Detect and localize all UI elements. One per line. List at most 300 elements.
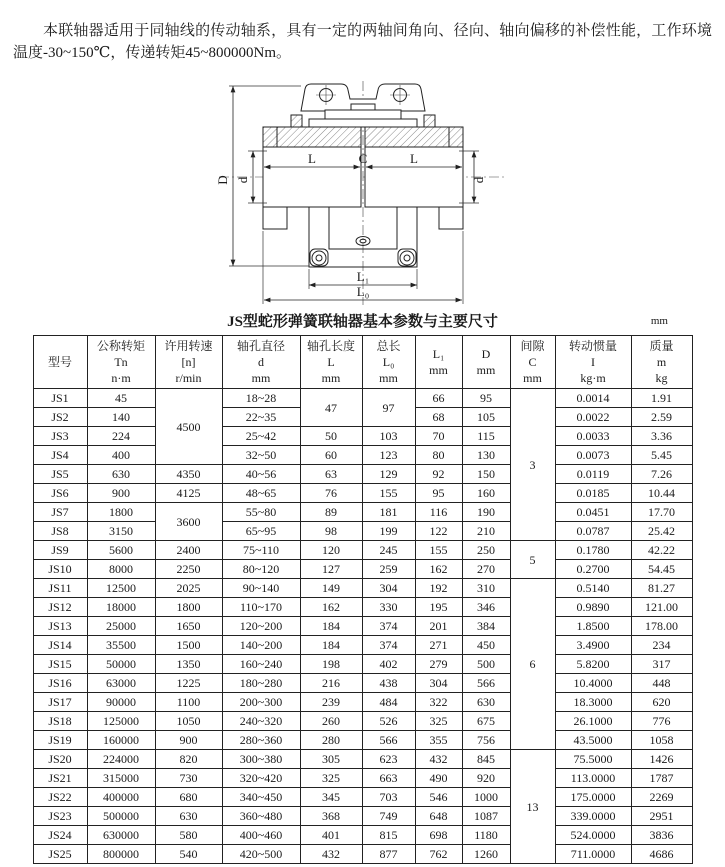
dimension-label-d-left: d	[234, 176, 250, 184]
table-cell: 76	[300, 484, 362, 503]
table-cell: 368	[300, 807, 362, 826]
table-cell: 1350	[155, 655, 222, 674]
table-cell: 175.0000	[555, 788, 631, 807]
table-cell: 66	[415, 389, 462, 408]
table-row	[33, 845, 692, 864]
table-cell: 355	[415, 731, 462, 750]
coupling-diagram	[213, 79, 513, 307]
spec-table-head	[33, 336, 692, 389]
table-cell: 402	[362, 655, 415, 674]
table-cell: JS12	[33, 598, 87, 617]
table-cell: 13	[510, 750, 555, 864]
table-cell: 105	[462, 408, 510, 427]
table-cell: 18000	[87, 598, 155, 617]
table-cell: 162	[415, 560, 462, 579]
table-cell: 566	[362, 731, 415, 750]
table-cell: 48~65	[222, 484, 300, 503]
table-cell: 198	[300, 655, 362, 674]
table-cell: 26.1000	[555, 712, 631, 731]
table-row	[33, 769, 692, 788]
table-cell: 103	[362, 427, 415, 446]
table-cell: 17.70	[631, 503, 692, 522]
table-cell: 339.0000	[555, 807, 631, 826]
table-cell: 4125	[155, 484, 222, 503]
table-cell: 304	[362, 579, 415, 598]
table-cell: 155	[362, 484, 415, 503]
spec-table	[33, 335, 693, 864]
table-cell: 500000	[87, 807, 155, 826]
table-cell: 845	[462, 750, 510, 769]
table-cell: JS8	[33, 522, 87, 541]
table-cell: 224	[87, 427, 155, 446]
table-cell: 762	[415, 845, 462, 864]
bolt-nut	[424, 115, 435, 127]
table-cell: 150	[462, 465, 510, 484]
header-cell: 型号	[33, 336, 87, 389]
table-row	[33, 446, 692, 465]
table-cell: 0.0033	[555, 427, 631, 446]
table-cell: 3150	[87, 522, 155, 541]
table-cell: 304	[415, 674, 462, 693]
table-cell: 0.0787	[555, 522, 631, 541]
header-cell: 许用转速 [n] r/min	[155, 336, 222, 389]
dimension-label-L-left: L	[307, 151, 316, 166]
bolt-nut	[291, 115, 302, 127]
table-cell: 800000	[87, 845, 155, 864]
table-cell: 345	[300, 788, 362, 807]
table-cell: 160~240	[222, 655, 300, 674]
table-cell: 374	[362, 617, 415, 636]
table-cell: 80	[415, 446, 462, 465]
table-cell: 181	[362, 503, 415, 522]
table-cell: JS7	[33, 503, 87, 522]
table-cell: 566	[462, 674, 510, 693]
table-cell: 40~56	[222, 465, 300, 484]
table-row	[33, 389, 692, 408]
table-cell: 1000	[462, 788, 510, 807]
table-cell: JS3	[33, 427, 87, 446]
table-cell: JS25	[33, 845, 87, 864]
table-cell: 401	[300, 826, 362, 845]
table-cell: 776	[631, 712, 692, 731]
table-cell: 279	[415, 655, 462, 674]
table-cell: 2269	[631, 788, 692, 807]
table-cell: 500	[462, 655, 510, 674]
table-cell: 2400	[155, 541, 222, 560]
table-cell: 70	[415, 427, 462, 446]
table-cell: 125000	[87, 712, 155, 731]
dimension-label-L0: L₀	[356, 284, 369, 299]
table-row	[33, 826, 692, 845]
header-row	[33, 336, 692, 389]
dimension-label-L-right: L	[409, 151, 418, 166]
table-cell: 6	[510, 579, 555, 750]
table-cell: 50	[300, 427, 362, 446]
table-cell: 730	[155, 769, 222, 788]
table-cell: 234	[631, 636, 692, 655]
table-cell: 663	[362, 769, 415, 788]
table-cell: 648	[415, 807, 462, 826]
table-row	[33, 655, 692, 674]
table-cell: 320~420	[222, 769, 300, 788]
table-row	[33, 579, 692, 598]
table-cell: 180~280	[222, 674, 300, 693]
table-cell: 630	[87, 465, 155, 484]
table-cell: 280~360	[222, 731, 300, 750]
table-cell: 0.5140	[555, 579, 631, 598]
table-cell: 178.00	[631, 617, 692, 636]
table-cell: 1050	[155, 712, 222, 731]
table-cell: JS24	[33, 826, 87, 845]
table-cell: 95	[462, 389, 510, 408]
table-cell: 1100	[155, 693, 222, 712]
table-row	[33, 503, 692, 522]
table-cell: 3.4900	[555, 636, 631, 655]
table-cell: 1650	[155, 617, 222, 636]
table-cell: JS1	[33, 389, 87, 408]
table-cell: 250	[462, 541, 510, 560]
table-cell: 3836	[631, 826, 692, 845]
table-row	[33, 636, 692, 655]
table-cell: 162	[300, 598, 362, 617]
table-cell: 122	[415, 522, 462, 541]
table-cell: 2025	[155, 579, 222, 598]
table-cell: 484	[362, 693, 415, 712]
table-cell: 1087	[462, 807, 510, 826]
table-cell: JS6	[33, 484, 87, 503]
table-cell: 1058	[631, 731, 692, 750]
table-cell: 546	[415, 788, 462, 807]
table-title: JS型蛇形弹簧联轴器基本参数与主要尺寸	[227, 314, 498, 330]
table-cell: 68	[415, 408, 462, 427]
table-cell: 3	[510, 389, 555, 541]
table-cell: 245	[362, 541, 415, 560]
table-cell: 95	[415, 484, 462, 503]
table-cell: 315000	[87, 769, 155, 788]
flange-section	[263, 127, 361, 147]
table-cell: 346	[462, 598, 510, 617]
table-cell: 420~500	[222, 845, 300, 864]
table-cell: 195	[415, 598, 462, 617]
table-cell: 900	[87, 484, 155, 503]
table-cell: 120	[300, 541, 362, 560]
table-cell: 325	[415, 712, 462, 731]
table-cell: 98	[300, 522, 362, 541]
table-cell: 920	[462, 769, 510, 788]
table-cell: 580	[155, 826, 222, 845]
table-cell: 1787	[631, 769, 692, 788]
table-cell: 4350	[155, 465, 222, 484]
table-cell: 184	[300, 617, 362, 636]
table-cell: JS19	[33, 731, 87, 750]
table-cell: 0.0119	[555, 465, 631, 484]
table-cell: 63000	[87, 674, 155, 693]
table-row	[33, 712, 692, 731]
table-cell: 127	[300, 560, 362, 579]
table-cell: JS2	[33, 408, 87, 427]
table-cell: 400000	[87, 788, 155, 807]
cover-step	[325, 110, 401, 119]
table-cell: 2.59	[631, 408, 692, 427]
table-cell: 711.0000	[555, 845, 631, 864]
table-cell: 0.1780	[555, 541, 631, 560]
table-cell: 3600	[155, 503, 222, 541]
table-cell: 8000	[87, 560, 155, 579]
table-cell: 216	[300, 674, 362, 693]
table-cell: 123	[362, 446, 415, 465]
table-cell: 35500	[87, 636, 155, 655]
header-cell: 轴孔长度 L mm	[300, 336, 362, 389]
table-cell: 680	[155, 788, 222, 807]
cover-step	[351, 104, 375, 110]
table-cell: 698	[415, 826, 462, 845]
table-cell: 97	[362, 389, 415, 427]
table-cell: 63	[300, 465, 362, 484]
table-cell: 524.0000	[555, 826, 631, 845]
table-cell: 490	[415, 769, 462, 788]
table-cell: 2951	[631, 807, 692, 826]
table-cell: 5.8200	[555, 655, 631, 674]
table-cell: 89	[300, 503, 362, 522]
table-cell: 749	[362, 807, 415, 826]
table-cell: JS14	[33, 636, 87, 655]
table-cell: JS22	[33, 788, 87, 807]
table-cell: 199	[362, 522, 415, 541]
bolt-pad	[310, 249, 328, 266]
table-row	[33, 465, 692, 484]
table-cell: JS4	[33, 446, 87, 465]
table-cell: 400	[87, 446, 155, 465]
table-cell: JS10	[33, 560, 87, 579]
table-cell: JS15	[33, 655, 87, 674]
table-cell: 200~300	[222, 693, 300, 712]
table-cell: 160	[462, 484, 510, 503]
table-cell: 18.3000	[555, 693, 631, 712]
table-cell: 280	[300, 731, 362, 750]
document-page	[0, 15, 725, 867]
table-cell: 90~140	[222, 579, 300, 598]
table-cell: 322	[415, 693, 462, 712]
table-cell: JS11	[33, 579, 87, 598]
table-cell: 130	[462, 446, 510, 465]
table-cell: 450	[462, 636, 510, 655]
table-cell: 22~35	[222, 408, 300, 427]
table-cell: 0.0185	[555, 484, 631, 503]
flange-section	[365, 127, 463, 147]
table-cell: JS5	[33, 465, 87, 484]
table-cell: 55~80	[222, 503, 300, 522]
table-cell: 703	[362, 788, 415, 807]
dimension-label-C: C	[358, 151, 367, 166]
table-cell: 81.27	[631, 579, 692, 598]
table-cell: 140~200	[222, 636, 300, 655]
table-cell: 25~42	[222, 427, 300, 446]
table-cell: 10.44	[631, 484, 692, 503]
table-cell: 65~95	[222, 522, 300, 541]
table-cell: 630000	[87, 826, 155, 845]
table-cell: 92	[415, 465, 462, 484]
table-cell: 1260	[462, 845, 510, 864]
table-cell: 1800	[155, 598, 222, 617]
coupling-drawing	[213, 79, 513, 307]
table-cell: 1180	[462, 826, 510, 845]
header-cell: 轴孔直径 d mm	[222, 336, 300, 389]
header-cell: 公称转矩 Tn n·m	[87, 336, 155, 389]
header-cell: 总长 L₀ mm	[362, 336, 415, 389]
table-cell: 75.5000	[555, 750, 631, 769]
table-cell: 526	[362, 712, 415, 731]
table-cell: 32~50	[222, 446, 300, 465]
table-cell: 115	[462, 427, 510, 446]
table-cell: 4686	[631, 845, 692, 864]
table-cell: JS18	[33, 712, 87, 731]
table-cell: 12500	[87, 579, 155, 598]
table-cell: 260	[300, 712, 362, 731]
table-cell: 25000	[87, 617, 155, 636]
table-cell: 25.42	[631, 522, 692, 541]
table-cell: 0.0451	[555, 503, 631, 522]
table-cell: 5.45	[631, 446, 692, 465]
table-cell: 340~450	[222, 788, 300, 807]
table-cell: 360~480	[222, 807, 300, 826]
table-cell: 121.00	[631, 598, 692, 617]
table-cell: 1500	[155, 636, 222, 655]
bolt-pad	[398, 249, 416, 266]
table-cell: JS23	[33, 807, 87, 826]
table-row	[33, 788, 692, 807]
table-cell: 432	[300, 845, 362, 864]
table-cell: 54.45	[631, 560, 692, 579]
table-cell: 900	[155, 731, 222, 750]
table-row	[33, 484, 692, 503]
dimension-label-L1: L₁	[356, 269, 369, 284]
table-cell: 5	[510, 541, 555, 579]
table-cell: JS17	[33, 693, 87, 712]
table-cell: JS9	[33, 541, 87, 560]
spec-table-body	[33, 389, 692, 864]
dimension-label-D: D	[214, 175, 230, 185]
table-cell: JS21	[33, 769, 87, 788]
table-cell: 190	[462, 503, 510, 522]
table-cell: 129	[362, 465, 415, 484]
table-cell: 1426	[631, 750, 692, 769]
table-cell: 5600	[87, 541, 155, 560]
table-cell: 90000	[87, 693, 155, 712]
table-cell: 224000	[87, 750, 155, 769]
table-cell: 113.0000	[555, 769, 631, 788]
table-title-block	[0, 312, 725, 332]
table-cell: 675	[462, 712, 510, 731]
table-row	[33, 693, 692, 712]
table-cell: 0.0014	[555, 389, 631, 408]
table-cell: 877	[362, 845, 415, 864]
table-cell: 305	[300, 750, 362, 769]
table-cell: 310	[462, 579, 510, 598]
table-cell: 438	[362, 674, 415, 693]
cover-step	[309, 119, 417, 127]
header-cell: 质量 m kg	[631, 336, 692, 389]
table-cell: 270	[462, 560, 510, 579]
header-cell: D mm	[462, 336, 510, 389]
table-cell: 210	[462, 522, 510, 541]
table-cell: 540	[155, 845, 222, 864]
table-cell: 330	[362, 598, 415, 617]
table-cell: 184	[300, 636, 362, 655]
table-cell: JS20	[33, 750, 87, 769]
table-cell: 2250	[155, 560, 222, 579]
table-row	[33, 807, 692, 826]
table-cell: 10.4000	[555, 674, 631, 693]
table-cell: 1.91	[631, 389, 692, 408]
table-cell: 116	[415, 503, 462, 522]
table-cell: 18~28	[222, 389, 300, 408]
header-cell: 间隙 C mm	[510, 336, 555, 389]
table-cell: 201	[415, 617, 462, 636]
table-row	[33, 560, 692, 579]
table-cell: 42.22	[631, 541, 692, 560]
table-cell: 47	[300, 389, 362, 427]
table-cell: 300~380	[222, 750, 300, 769]
table-cell: 110~170	[222, 598, 300, 617]
table-cell: 384	[462, 617, 510, 636]
table-cell: 4500	[155, 389, 222, 465]
table-cell: 317	[631, 655, 692, 674]
table-cell: 756	[462, 731, 510, 750]
table-row	[33, 617, 692, 636]
table-cell: 240~320	[222, 712, 300, 731]
header-cell: 转动惯量 I kg·m	[555, 336, 631, 389]
table-cell: 623	[362, 750, 415, 769]
table-row	[33, 541, 692, 560]
table-cell: 140	[87, 408, 155, 427]
table-row	[33, 731, 692, 750]
table-cell: 815	[362, 826, 415, 845]
table-cell: 0.9890	[555, 598, 631, 617]
table-cell: 1800	[87, 503, 155, 522]
table-cell: 448	[631, 674, 692, 693]
table-cell: 43.5000	[555, 731, 631, 750]
table-cell: 630	[462, 693, 510, 712]
table-cell: 0.0073	[555, 446, 631, 465]
table-row	[33, 522, 692, 541]
table-cell: 80~120	[222, 560, 300, 579]
table-cell: 432	[415, 750, 462, 769]
table-cell: 45	[87, 389, 155, 408]
table-cell: 259	[362, 560, 415, 579]
table-cell: 149	[300, 579, 362, 598]
table-cell: JS16	[33, 674, 87, 693]
table-cell: 271	[415, 636, 462, 655]
table-cell: JS13	[33, 617, 87, 636]
unit-note: mm	[650, 315, 668, 327]
table-cell: 325	[300, 769, 362, 788]
table-cell: 1225	[155, 674, 222, 693]
table-cell: 820	[155, 750, 222, 769]
table-cell: 160000	[87, 731, 155, 750]
table-cell: 1.8500	[555, 617, 631, 636]
table-row	[33, 427, 692, 446]
hub-step-left	[263, 207, 287, 229]
table-cell: 60	[300, 446, 362, 465]
table-cell: 50000	[87, 655, 155, 674]
table-cell: 7.26	[631, 465, 692, 484]
hub-step-right	[439, 207, 463, 229]
table-cell: 3.36	[631, 427, 692, 446]
table-cell: 630	[155, 807, 222, 826]
header-cell: L₁ mm	[415, 336, 462, 389]
table-cell: 192	[415, 579, 462, 598]
table-cell: 620	[631, 693, 692, 712]
